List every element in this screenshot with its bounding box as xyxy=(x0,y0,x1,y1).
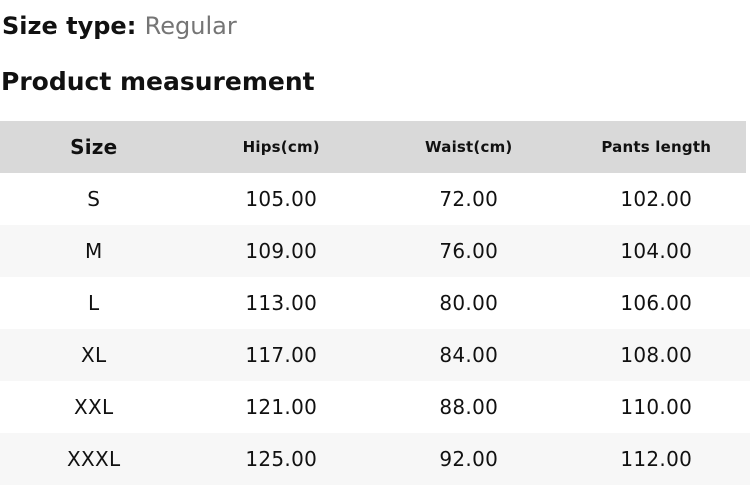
cell-hips: 117.00 xyxy=(245,342,318,367)
cell-waist: 84.00 xyxy=(439,342,499,367)
cell-pants-length: 102.00 xyxy=(620,186,693,211)
cell-waist: 72.00 xyxy=(439,186,499,211)
table-row xyxy=(0,225,750,277)
cell-size: L xyxy=(88,290,100,315)
cell-waist: 92.00 xyxy=(439,446,499,471)
cell-size: XXL xyxy=(74,394,114,419)
cell-pants-length: 106.00 xyxy=(620,290,693,315)
size-measurement-table xyxy=(0,121,750,485)
header-cell-hips: Hips(cm) xyxy=(242,137,320,156)
cell-size: S xyxy=(87,186,101,211)
table-row xyxy=(0,381,750,433)
size-type-label: Size type: xyxy=(2,12,137,40)
product-measurement-title: Product measurement xyxy=(1,66,315,96)
cell-pants-length: 110.00 xyxy=(620,394,693,419)
table-row xyxy=(0,329,750,381)
table-row xyxy=(0,433,750,485)
size-type-heading xyxy=(0,0,750,41)
cell-waist: 88.00 xyxy=(439,394,499,419)
cell-hips: 125.00 xyxy=(245,446,318,471)
cell-size: XL xyxy=(81,342,107,367)
cell-pants-length: 112.00 xyxy=(620,446,693,471)
cell-size: M xyxy=(84,238,103,263)
cell-waist: 76.00 xyxy=(439,238,499,263)
table-header-row xyxy=(0,121,750,173)
cell-hips: 109.00 xyxy=(245,238,318,263)
size-type-value: Regular xyxy=(144,12,237,40)
cell-hips: 113.00 xyxy=(245,290,318,315)
header-cell-size: Size xyxy=(70,134,118,159)
cell-pants-length: 104.00 xyxy=(620,238,693,263)
table-row xyxy=(0,277,750,329)
cell-hips: 105.00 xyxy=(245,186,318,211)
cell-waist: 80.00 xyxy=(439,290,499,315)
cell-hips: 121.00 xyxy=(245,394,318,419)
cell-size: XXXL xyxy=(67,446,121,471)
cell-pants-length: 108.00 xyxy=(620,342,693,367)
header-cell-waist: Waist(cm) xyxy=(425,137,513,156)
table-row xyxy=(0,173,750,225)
header-cell-pants-length: Pants length xyxy=(601,137,712,156)
